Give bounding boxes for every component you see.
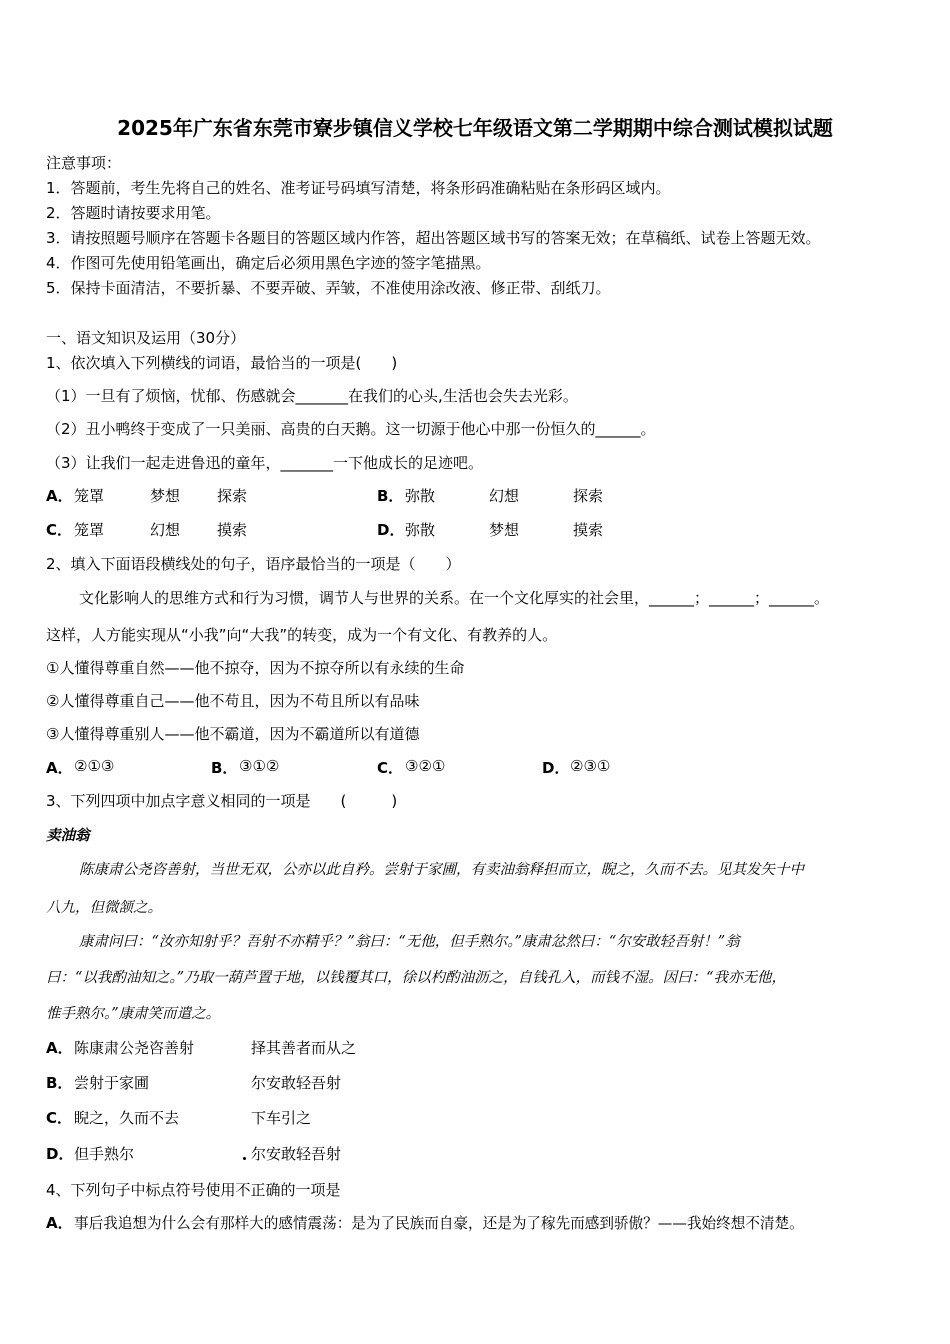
q2-option-d-letter: D． xyxy=(542,759,570,777)
q3-passage-line-3: 康肃问曰：“汝亦知射乎？吾射不亦精乎？”翁曰：“无他，但手熟尔。”康肃忿然曰：“尔安敢轻吾射！”翁 xyxy=(79,934,740,950)
emphasis-dot-mark xyxy=(243,1157,246,1160)
q2-option-b-text: ③①② xyxy=(239,757,280,775)
notice-item-3: 3．请按照题号顺序在答题卡各题目的答题区域内作答，超出答题区域书写的答案无效；在草稿纸、试卷上答题无效。 xyxy=(46,229,821,247)
q3-option-a-right: 择其善者而从之 xyxy=(251,1039,357,1057)
q2-item-3: ③人懂得尊重别人——他不霸道，因为不霸道所以有道德 xyxy=(46,725,420,743)
q3-passage-title: 卖油翁 xyxy=(46,827,90,844)
q2-option-b-letter: B． xyxy=(211,759,238,777)
q2-stem: 2、填入下面语段横线处的句子，语序最恰当的一项是（ ） xyxy=(46,555,461,573)
q1-option-b-letter: B． xyxy=(377,487,404,505)
q4-stem: 4、下列句子中标点符号使用不正确的一项是 xyxy=(46,1181,341,1199)
q3-option-b-left: 尝射于家圃 xyxy=(74,1074,150,1092)
q2-item-1: ①人懂得尊重自然——他不掠夺，因为不掠夺所以有永续的生命 xyxy=(46,659,465,677)
q1-option-a-word-1: 笼罩 xyxy=(74,487,105,505)
q3-option-d-right: 尔安敢轻吾射 xyxy=(251,1145,342,1163)
q1-option-a-letter: A． xyxy=(46,487,73,505)
q3-passage-line-4: 曰：“以我酌油知之。”乃取一葫芦置于地，以钱覆其口，徐以杓酌油沥之，自钱孔入，而钱不湿。因曰：“我亦无他， xyxy=(46,970,786,986)
q3-option-d-letter: D． xyxy=(46,1145,74,1163)
q1-option-a-word-3: 探索 xyxy=(217,487,248,505)
q4-option-a-text: 事后我追想为什么会有那样大的感情震荡：是为了民族而自豪，还是为了稼先而感到骄傲？——我始终想不清楚。 xyxy=(74,1215,804,1232)
q2-option-a-letter: A． xyxy=(46,759,73,777)
q1-option-d-word-2: 梦想 xyxy=(489,521,520,539)
q1-option-b-word-3: 探索 xyxy=(573,487,604,505)
q2-option-a-text: ②①③ xyxy=(74,757,115,775)
page-title: 2025年广东省东莞市寮步镇信义学校七年级语文第二学期期中综合测试模拟试题 xyxy=(117,116,833,140)
q3-option-b-letter: B． xyxy=(46,1074,73,1092)
q1-option-d-word-1: 弥散 xyxy=(405,521,436,539)
q3-option-d-left: 但手熟尔 xyxy=(74,1145,135,1163)
q3-passage-line-5: 惟手熟尔。”康肃笑而遣之。 xyxy=(46,1006,221,1022)
q1-sentence-1: （1）一旦有了烦恼，忧郁、伤感就会_______在我们的心头,生活也会失去光彩。 xyxy=(46,387,578,405)
q1-option-c-word-2: 幻想 xyxy=(150,521,181,539)
q3-passage-line-1: 陈康肃公尧咨善射，当世无双，公亦以此自矜。尝射于家圃，有卖油翁释担而立，睨之，久而不去。见其发矢十中 xyxy=(79,862,804,878)
notice-item-5: 5．保持卡面清洁，不要折暴、不要弄破、弄皱，不准使用涂改液、修正带、刮纸刀。 xyxy=(46,279,611,297)
q2-option-d-text: ②③① xyxy=(570,757,611,775)
q2-paragraph-1: 文化影响人的思维方式和行为习惯，调节人与世界的关系。在一个文化厚实的社会里，______；______；______。 xyxy=(79,589,830,607)
q1-stem: 1、依次填入下列横线的词语，最恰当的一项是( ) xyxy=(46,354,398,372)
q1-option-c-word-1: 笼罩 xyxy=(74,521,105,539)
q1-option-d-word-3: 摸索 xyxy=(573,521,604,539)
notice-heading: 注意事项： xyxy=(46,154,122,172)
q2-item-2: ②人懂得尊重自己——他不苟且，因为不苟且所以有品味 xyxy=(46,692,420,710)
q1-option-b-word-1: 弥散 xyxy=(405,487,436,505)
q3-option-c-letter: C． xyxy=(46,1109,73,1127)
notice-item-1: 1．答题前，考生先将自己的姓名、准考证号码填写清楚，将条形码准确粘贴在条形码区域内。 xyxy=(46,179,671,197)
q1-option-c-letter: C． xyxy=(46,521,73,539)
q1-option-d-letter: D． xyxy=(377,521,405,539)
q1-option-a-word-2: 梦想 xyxy=(150,487,181,505)
q1-option-b-word-2: 幻想 xyxy=(489,487,520,505)
q1-option-c-word-3: 摸索 xyxy=(217,521,248,539)
q3-passage-line-2: 八九，但微颔之。 xyxy=(46,900,162,916)
q3-option-b-right: 尔安敢轻吾射 xyxy=(251,1074,342,1092)
section-heading: 一、语文知识及运用（30分） xyxy=(46,329,246,347)
q2-option-c-text: ③②① xyxy=(405,757,446,775)
q3-stem: 3、下列四项中加点字意义相同的一项是 ( ) xyxy=(46,792,398,810)
q3-option-c-right: 下车引之 xyxy=(251,1109,312,1127)
q4-option-a-letter: A． xyxy=(46,1214,73,1232)
notice-item-4: 4．作图可先使用铅笔画出，确定后必须用黑色字迹的签字笔描黑。 xyxy=(46,254,491,272)
q3-option-a-left: 陈康肃公尧咨善射 xyxy=(74,1039,195,1057)
q2-paragraph-2: 这样，人方能实现从“小我”向“大我”的转变，成为一个有文化、有教养的人。 xyxy=(46,626,558,644)
q1-sentence-3: （3）让我们一起走进鲁迅的童年，_______一下他成长的足迹吧。 xyxy=(46,454,484,472)
q3-option-c-left: 睨之，久而不去 xyxy=(74,1109,180,1127)
q1-sentence-2: （2）丑小鸭终于变成了一只美丽、高贵的白天鹅。这一切源于他心中那一份恒久的______。 xyxy=(46,420,656,438)
q2-option-c-letter: C． xyxy=(377,759,404,777)
q3-option-a-letter: A． xyxy=(46,1039,73,1057)
notice-item-2: 2．答题时请按要求用笔。 xyxy=(46,204,221,222)
